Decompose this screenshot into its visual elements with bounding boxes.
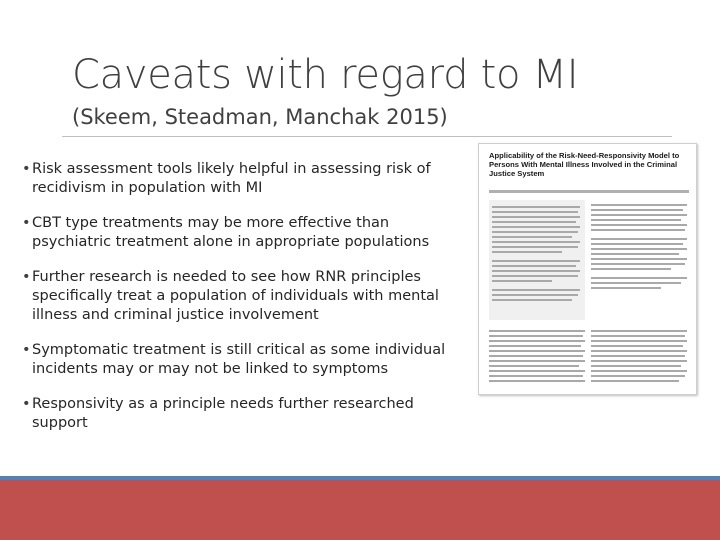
paper-thumbnail <box>478 143 697 395</box>
bullet-item: • CBT type treatments may be more effective than psychiatric treatment alone in appropriate populations <box>22 214 462 252</box>
bullet-item: • Symptomatic treatment is still critical as some individual incidents may or may not be linked to symptoms <box>22 341 462 379</box>
slide-subtitle: (Skeem, Steadman, Manchak 2015) <box>72 105 448 129</box>
bullet-item: • Further research is needed to see how RNR principles specifically treat a population of individuals with mental illness and criminal justice involvement <box>22 268 462 325</box>
bullet-item: • Risk assessment tools likely helpful in assessing risk of recidivism in population with MI <box>22 160 462 198</box>
footer-band <box>0 480 720 540</box>
paper-authors-line <box>489 190 689 193</box>
slide-title: Caveats with regard to MI <box>72 52 579 98</box>
bullet-item: • Responsivity as a principle needs further researched support <box>22 395 462 433</box>
paper-title: Applicability of the Risk-Need-Responsivity Model to Persons With Mental Illness Involved in the Criminal Justice System <box>489 151 680 178</box>
bullet-list <box>22 160 462 433</box>
abstract-box <box>489 200 585 320</box>
title-divider <box>62 136 672 137</box>
